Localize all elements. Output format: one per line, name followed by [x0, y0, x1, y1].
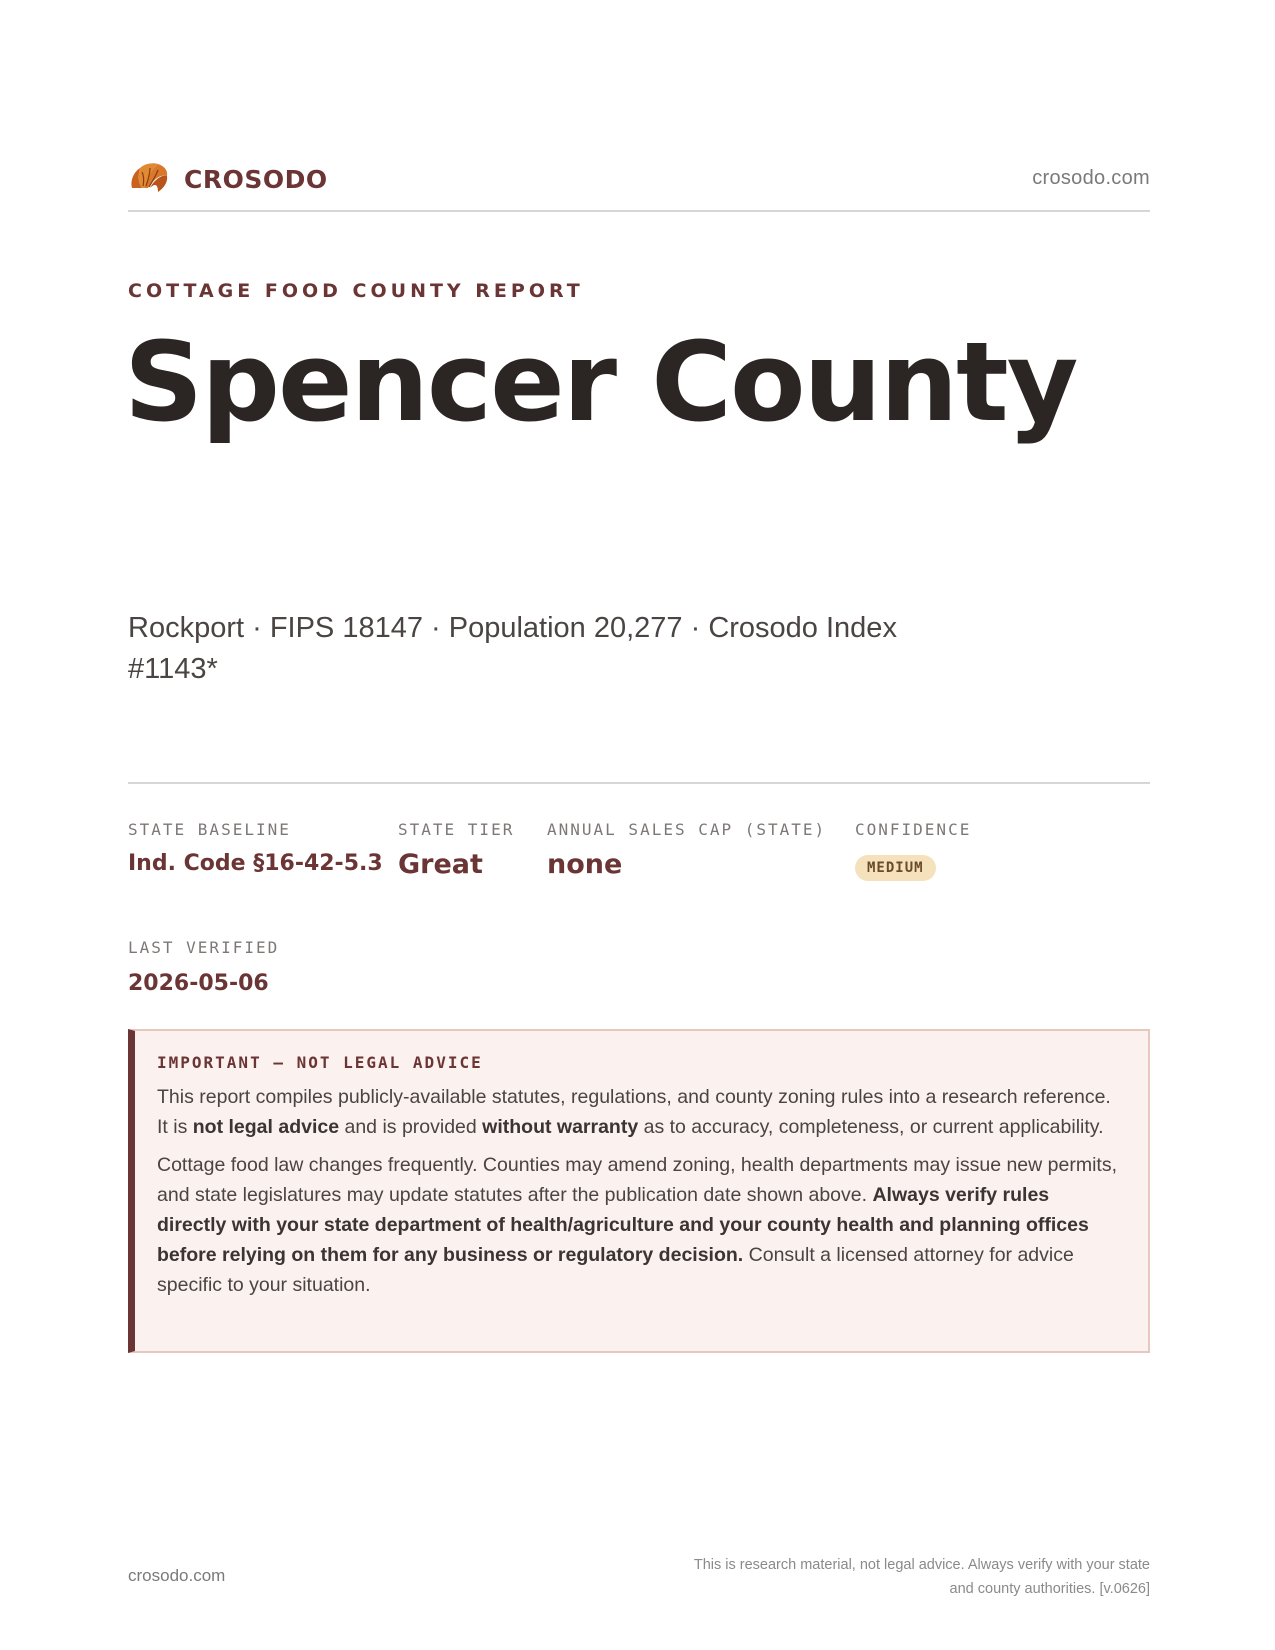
site-url-link[interactable]: crosodo.com: [1032, 167, 1150, 189]
stat-value: 2026-05-06: [128, 971, 269, 996]
confidence-badge: MEDIUM: [855, 855, 936, 881]
notice-title: IMPORTANT — NOT LEGAL ADVICE: [157, 1053, 483, 1072]
notice-text: This report compiles publicly-available statutes, regulations, and county zoning rules into a research reference. It is: [157, 1086, 1111, 1138]
stat-last-verified: [128, 938, 279, 996]
legal-notice: [128, 1029, 1150, 1353]
footer-disclaimer-line: and county authorities. [v.0626]: [949, 1581, 1150, 1597]
notice-emphasis: without warranty: [482, 1116, 639, 1138]
croissant-icon: [128, 158, 170, 200]
footer-disclaimer-line: This is research material, not legal advice. Always verify with your state: [693, 1557, 1150, 1573]
stat-confidence: [855, 820, 971, 881]
stat-label: LAST VERIFIED: [128, 938, 280, 957]
notice-text: Cottage food law changes frequently. Counties may amend zoning, health departments may issue new permits, and state legislatures may update statutes after the publication date shown above.: [157, 1154, 1117, 1206]
stat-annual-sales-cap: [547, 820, 826, 880]
notice-text: and is provided: [339, 1116, 483, 1138]
stat-label: STATE BASELINE: [128, 820, 291, 839]
stat-label: CONFIDENCE: [855, 820, 972, 839]
footer-disclaimer: [590, 1553, 1150, 1601]
notice-paragraph-2: [157, 1150, 1122, 1300]
notice-text: as to accuracy, completeness, or current applicability.: [638, 1116, 1104, 1138]
stat-value: Ind. Code §16-42-5.3: [128, 851, 383, 876]
notice-emphasis: not legal advice: [192, 1116, 340, 1138]
report-page: [124, 0, 1150, 1650]
stat-state-tier: [398, 820, 514, 880]
stat-label: STATE TIER: [398, 820, 515, 839]
stat-label: ANNUAL SALES CAP (STATE): [547, 820, 827, 839]
stat-value: none: [547, 849, 623, 880]
report-eyebrow: COTTAGE FOOD COUNTY REPORT: [128, 280, 584, 302]
notice-emphasis: Always verify rules directly with your state department of health/agriculture and your county health and planning offices before relying on them for any business or regulatory decision.: [157, 1184, 1089, 1266]
stat-state-baseline: [128, 820, 383, 876]
notice-paragraph-1: [157, 1082, 1122, 1142]
page-header: [128, 158, 1150, 210]
notice-text: Consult a licensed attorney for advice specific to your situation.: [157, 1244, 1074, 1296]
header-divider: [128, 210, 1150, 212]
page-title: Spencer County: [124, 318, 1077, 446]
brand-name: CROSODO: [184, 164, 328, 194]
report-subtitle: Rockport · FIPS 18147 · Population 20,277 · Crosodo Index #1143*: [128, 612, 897, 685]
brand[interactable]: [128, 158, 328, 200]
section-divider: [128, 782, 1150, 784]
stat-value: Great: [398, 849, 483, 880]
footer-site-link[interactable]: crosodo.com: [128, 1566, 226, 1585]
